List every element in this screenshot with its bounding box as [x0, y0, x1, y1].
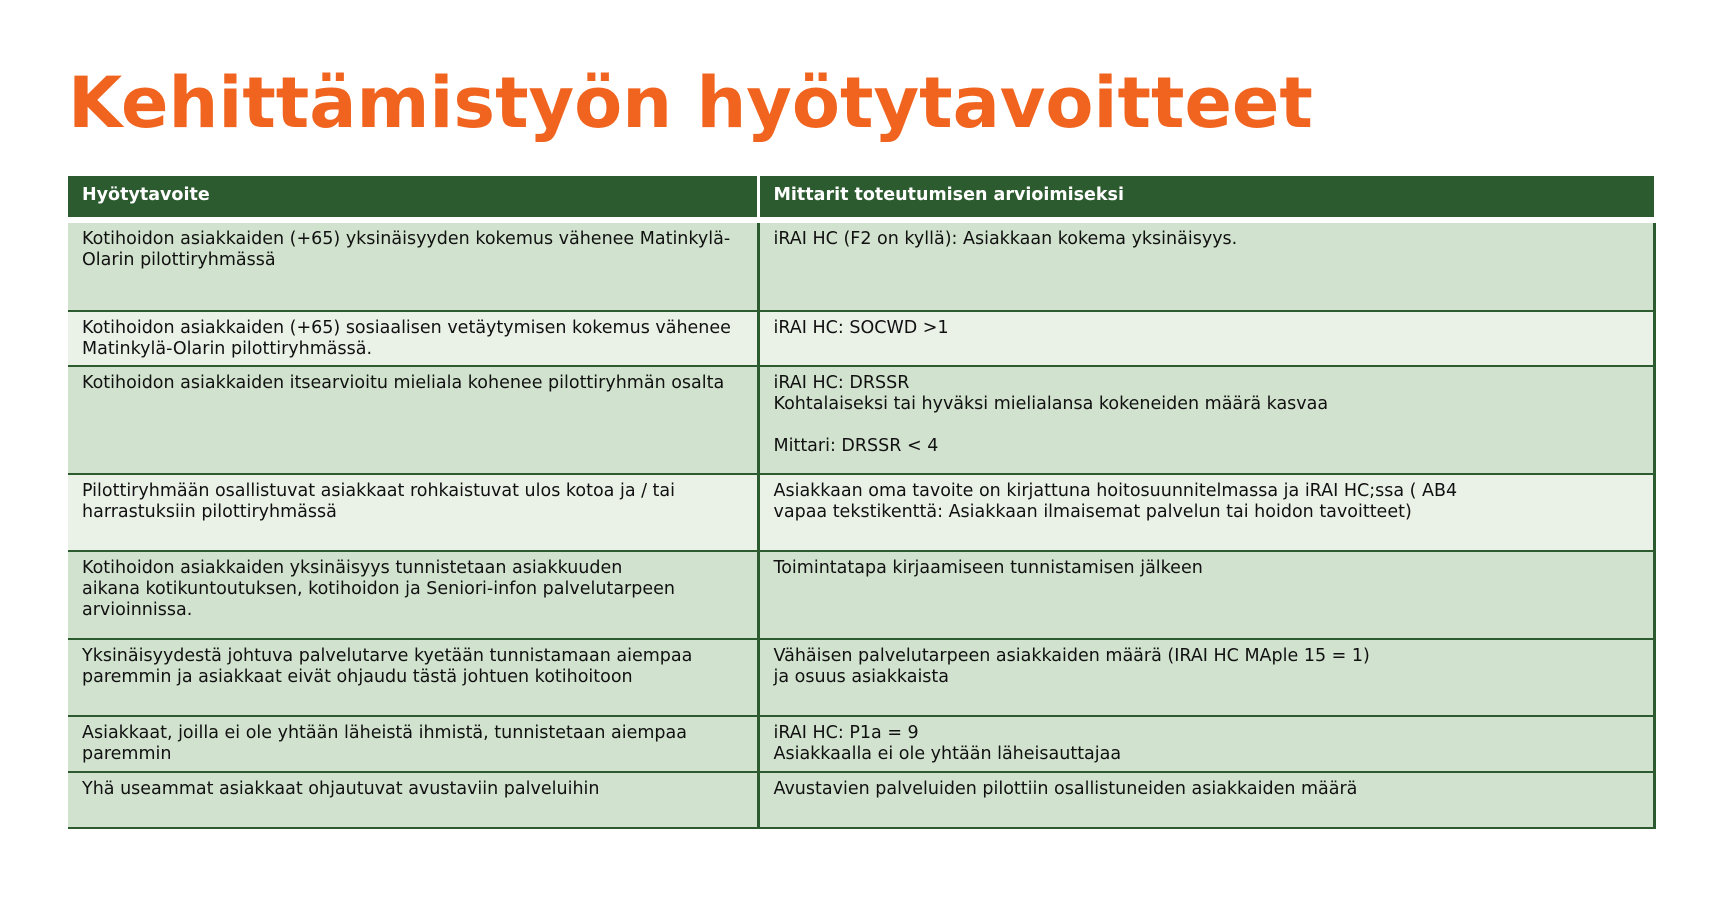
- header-goal: Hyötytavoite: [68, 176, 758, 217]
- table-row: [68, 551, 1654, 639]
- metric-cell: iRAI HC: P1a = 9 Asiakkaalla ei ole yhtään läheisauttajaa: [758, 716, 1654, 772]
- page-title: Kehittämistyön hyötytavoitteet: [68, 62, 1313, 144]
- metric-cell: Vähäisen palvelutarpeen asiakkaiden määrä (IRAI HC MAple 15 = 1) ja osuus asiakkaista: [758, 639, 1654, 716]
- metric-cell: iRAI HC (F2 on kyllä): Asiakkaan kokema yksinäisyys.: [758, 223, 1654, 311]
- table-row: [68, 366, 1654, 474]
- table-row: [68, 311, 1654, 366]
- table-row: [68, 223, 1654, 311]
- table-row: [68, 716, 1654, 772]
- metric-cell: Avustavien palveluiden pilottiin osallistuneiden asiakkaiden määrä: [758, 772, 1654, 828]
- benefits-table: [68, 176, 1656, 829]
- table-header-row: [68, 176, 1654, 217]
- metric-cell: iRAI HC: SOCWD >1: [758, 311, 1654, 366]
- header-metrics: Mittarit toteutumisen arvioimiseksi: [758, 176, 1654, 217]
- goal-cell: Pilottiryhmään osallistuvat asiakkaat rohkaistuvat ulos kotoa ja / tai harrastuksiin pilottiryhmässä: [68, 474, 758, 551]
- metric-cell: iRAI HC: DRSSR Kohtalaiseksi tai hyväksi mielialansa kokeneiden määrä kasvaa Mittari: DRSSR < 4: [758, 366, 1654, 474]
- table-row: [68, 639, 1654, 716]
- metric-cell: Asiakkaan oma tavoite on kirjattuna hoitosuunnitelmassa ja iRAI HC;ssa ( AB4 vapaa tekstikenttä: Asiakkaan ilmaisemat palvelun tai hoidon tavoitteet): [758, 474, 1654, 551]
- goal-cell: Asiakkaat, joilla ei ole yhtään läheistä ihmistä, tunnistetaan aiempaa paremmin: [68, 716, 758, 772]
- goal-cell: Yksinäisyydestä johtuva palvelutarve kyetään tunnistamaan aiempaa paremmin ja asiakkaat eivät ohjaudu tästä johtuen kotihoitoon: [68, 639, 758, 716]
- goal-cell: Yhä useammat asiakkaat ohjautuvat avustaviin palveluihin: [68, 772, 758, 828]
- metric-cell: Toimintatapa kirjaamiseen tunnistamisen jälkeen: [758, 551, 1654, 639]
- goal-cell: Kotihoidon asiakkaiden yksinäisyys tunnistetaan asiakkuuden aikana kotikuntoutuksen, kotihoidon ja Seniori-infon palvelutarpeen arvioinnissa.: [68, 551, 758, 639]
- table-row: [68, 474, 1654, 551]
- goal-cell: Kotihoidon asiakkaiden (+65) yksinäisyyden kokemus vähenee Matinkylä-Olarin pilottiryhmässä: [68, 223, 758, 311]
- goal-cell: Kotihoidon asiakkaiden (+65) sosiaalisen vetäytymisen kokemus vähenee Matinkylä-Olarin pilottiryhmässä.: [68, 311, 758, 366]
- goal-cell: Kotihoidon asiakkaiden itsearvioitu mieliala kohenee pilottiryhmän osalta: [68, 366, 758, 474]
- table-row: [68, 772, 1654, 828]
